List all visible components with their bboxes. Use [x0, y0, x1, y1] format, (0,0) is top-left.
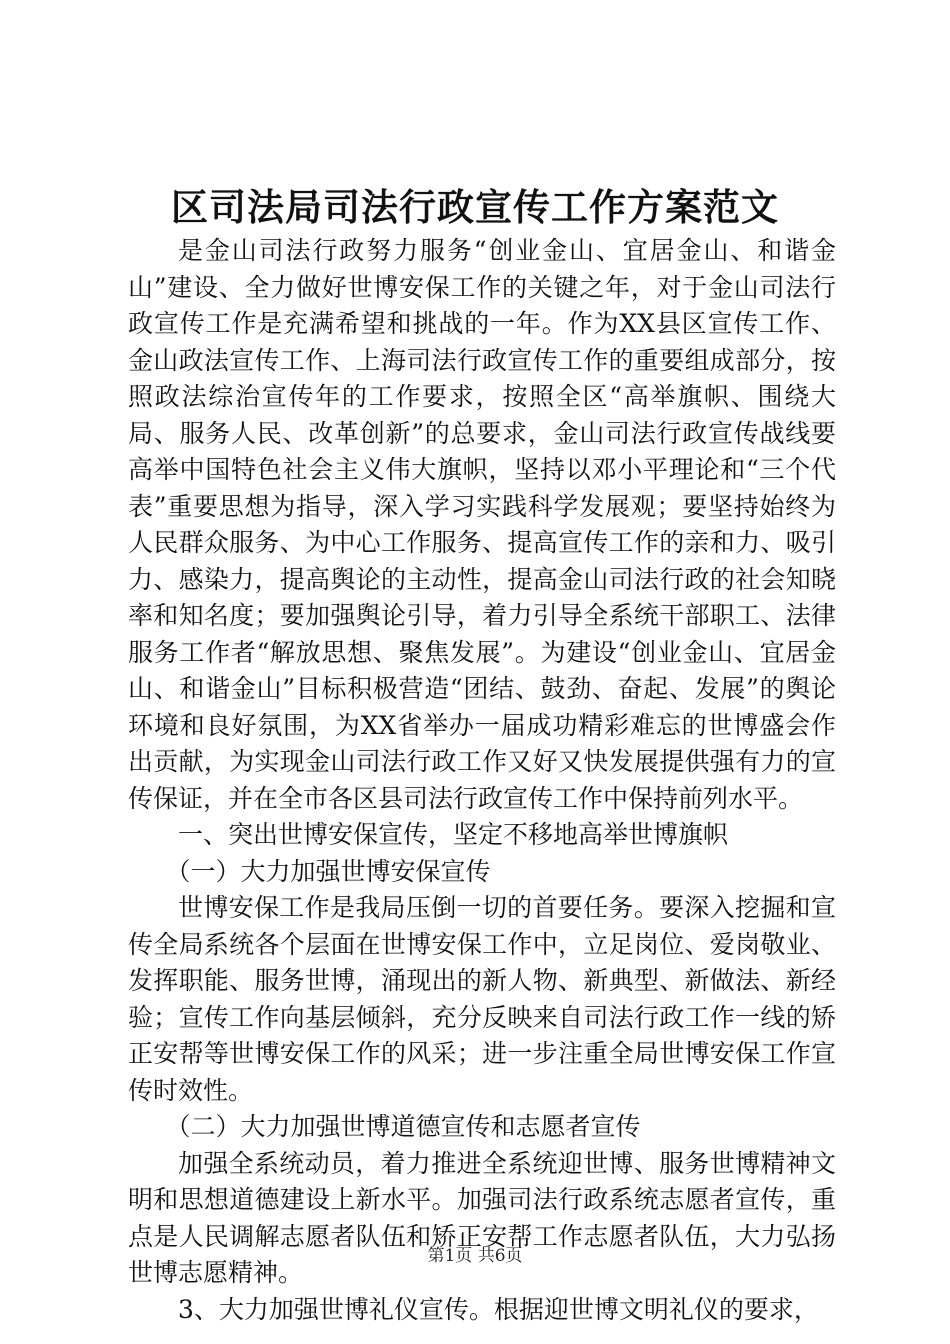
subsection-heading-2: （二）大力加强世博道德宣传和志愿者宣传 [165, 1112, 641, 1141]
document-title: 区司法局司法行政宣传工作方案范文 [171, 185, 779, 229]
document-body [128, 233, 836, 1328]
subsection-heading-1: （一）大力加强世博安保宣传 [165, 856, 491, 886]
section-heading-1: 一、突出世博安保宣传，坚定不移地高举世博旗帜 [178, 820, 729, 849]
body-paragraph: 世博安保工作是我局压倒一切的首要任务。要深入挖掘和宣传全局系统各个层面在世博安保工作中，立足岗位、爱岗敬业、发挥职能、服务世博，涌现出的新人物、新典型、新做法、新经验；宣传工作向基层倾斜，充分反映来自司法行政工作一线的矫正安帮等世博安保工作的风采；进一步注重全局世博安保工作宣传时效性。 [128, 893, 836, 1105]
intro-paragraph: 是金山司法行政努力服务“创业金山、宜居金山、和谐金山”建设、全力做好世博安保工作的关键之年，对于金山司法行政宣传工作是充满希望和挑战的一年。作为XX县区宣传工作、金山政法宣传工作、上海司法行政宣传工作的重要组成部分，按照政法综治宣传年的工作要求，按照全区“高举旗帜、围绕大局、服务人民、改革创新”的总要求，金山司法行政宣传战线要高举中国特色社会主义伟大旗帜，坚持以邓小平理论和“三个代表”重要思想为指导，深入学习实践科学发展观；要坚持始终为人民群众服务、为中心工作服务、提高宣传工作的亲和力、吸引力、感染力，提高舆论的主动性，提高金山司法行政的社会知晓率和知名度；要加强舆论引导，着力引导全系统干部职工、法律服务工作者“解放思想、聚焦发展”。为建设“创业金山、宜居金山、和谐金山”目标积极营造“团结、鼓劲、奋起、发展”的舆论环境和良好氛围，为XX省举办一届成功精彩难忘的世博盛会作出贡献，为实现金山司法行政工作又好又快发展提供强有力的宣传保证，并在全市各区县司法行政宣传工作中保持前列水平。 [128, 236, 836, 813]
body-paragraph: 3、大力加强世博礼仪宣传。根据迎世博文明礼仪的要求， [178, 1294, 819, 1324]
page-number: 第1页 共6页 [427, 1246, 523, 1266]
body-paragraph: 加强全系统动员，着力推进全系统迎世博、服务世博精神文明和思想道德建设上新水平。加强司法行政系统志愿者宣传，重点是人民调解志愿者队伍和矫正安帮工作志愿者队伍，大力弘扬世博志愿精神。 [128, 1148, 836, 1287]
